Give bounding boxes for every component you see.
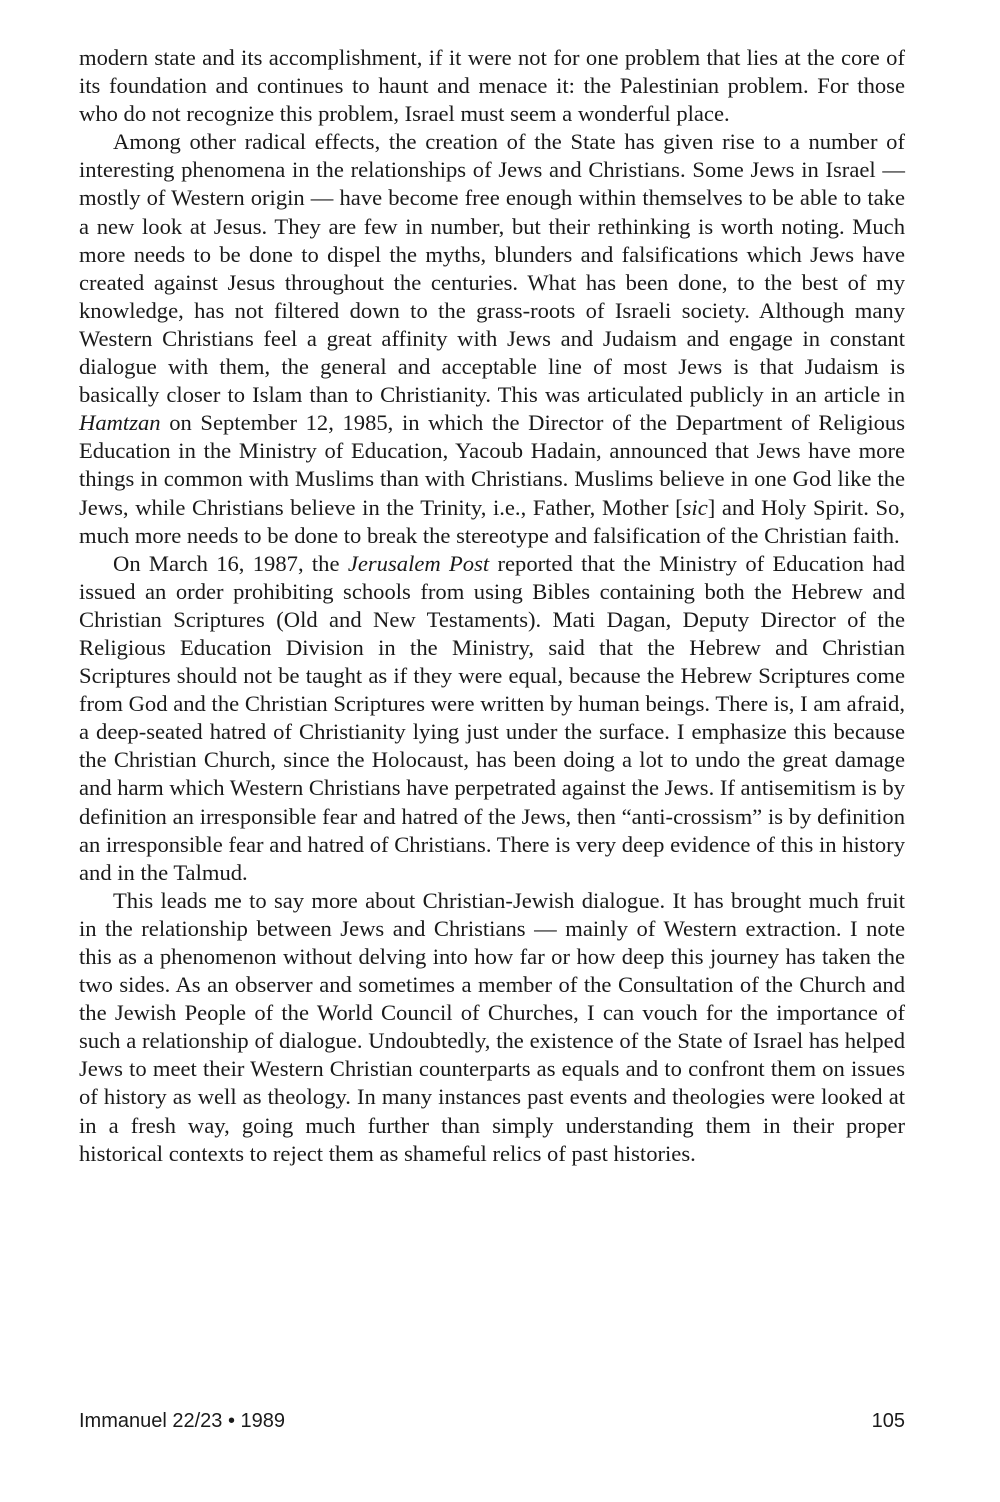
paragraph-2-text: ] and Holy Spirit. So, much more needs to be done to break the stereotype and falsification of the Christian faith.	[79, 494, 905, 548]
journal-citation: Immanuel 22/23 • 1989	[79, 1410, 286, 1432]
paragraph-4-text: This leads me to say more about Christian-Jewish dialogue. It has brought much fruit in the relationship between Jews and Christians — mainly of Western extraction. I note this as a phenomenon without delving into how far or how deep this journey has taken the two sides. As an observer and sometimes a member of the Consultation of the Church and the Jewish People of the World Council of Churches, I can vouch for the importance of such a relationship of dialogue. Undoubtedly, the existence of the State of Israel has helped Jews to meet their Western Christian counterparts as equals and to confront them on issues of history as well as theology. In many instances past events and theologies were looked at in a fresh way, going much further than simply understanding them in their proper historical contexts to reject them as shameful relics of past histories.	[79, 887, 905, 1166]
paragraph-2	[79, 128, 905, 549]
paragraph-1-text: modern state and its accomplishment, if it were not for one problem that lies at the core of its foundation and continues to haunt and menace it: the Palestinian problem. For those who do not recognize this problem, Israel must seem a wonderful place.	[79, 45, 905, 127]
paragraph-2-text: on September 12, 1985, in which the Director of the Department of Religious Education in the Ministry of Education, Yacoub Hadain, announced that Jews have more things in common with Muslims than with Christians. Muslims believe in one God like the Jews, while Christians believe in the Trinity, i.e., Father, Mother [	[79, 410, 905, 520]
sic-note: sic	[682, 494, 708, 520]
paragraph-1	[79, 44, 905, 128]
paragraph-3-text: On March 16, 1987, the	[113, 550, 348, 576]
publication-title-jerusalem-post: Jerusalem Post	[347, 550, 490, 576]
paragraph-2-text: Among other radical effects, the creation of the State has given rise to a number of interesting phenomena in the relationships of Jews and Christians. Some Jews in Israel — mostly of Western origin — have become free enough within themselves to be able to take a new look at Jesus. They are few in number, but their rethinking is worth noting. Much more needs to be done to dispel the myths, blunders and falsifications which Jews have created against Jesus throughout the centuries. What has been done, to the best of my knowledge, has not filtered down to the grass-roots of Israeli society. Although many Western Christians feel a great affinity with Jews and Judaism and engage in constant dialogue with them, the general and acceptable line of most Jews is that Judaism is basically closer to Islam than to Christianity. This was articulated publicly in an article in	[79, 129, 905, 408]
publication-title-hamtzan: Hamtzan	[79, 410, 161, 436]
page-number: 105	[871, 1410, 905, 1432]
paragraph-4	[79, 887, 905, 1168]
page-footer	[79, 1410, 905, 1433]
page-body	[79, 44, 905, 1168]
paragraph-3-text: reported that the Ministry of Education had issued an order prohibiting schools from using Bibles containing both the Hebrew and Christian Scriptures (Old and New Testaments). Mati Dagan, Deputy Director of the Religious Education Division in the Ministry, said that the Hebrew and Christian Scriptures should not be taught as if they were equal, because the Hebrew Scriptures come from God and the Christian Scriptures were written by human beings. There is, I am afraid, a deep-seated hatred of Christianity lying just under the surface. I emphasize this because the Christian Church, since the Holocaust, has been doing a lot to undo the great damage and harm which Western Christians have perpetrated against the Jews. If antisemitism is by definition an irresponsible fear and hatred of the Jews, then “anti-crossism” is by definition an irresponsible fear and hatred of Christians. There is very deep evidence of this in history and in the Talmud.	[79, 550, 905, 885]
paragraph-3	[79, 550, 905, 887]
